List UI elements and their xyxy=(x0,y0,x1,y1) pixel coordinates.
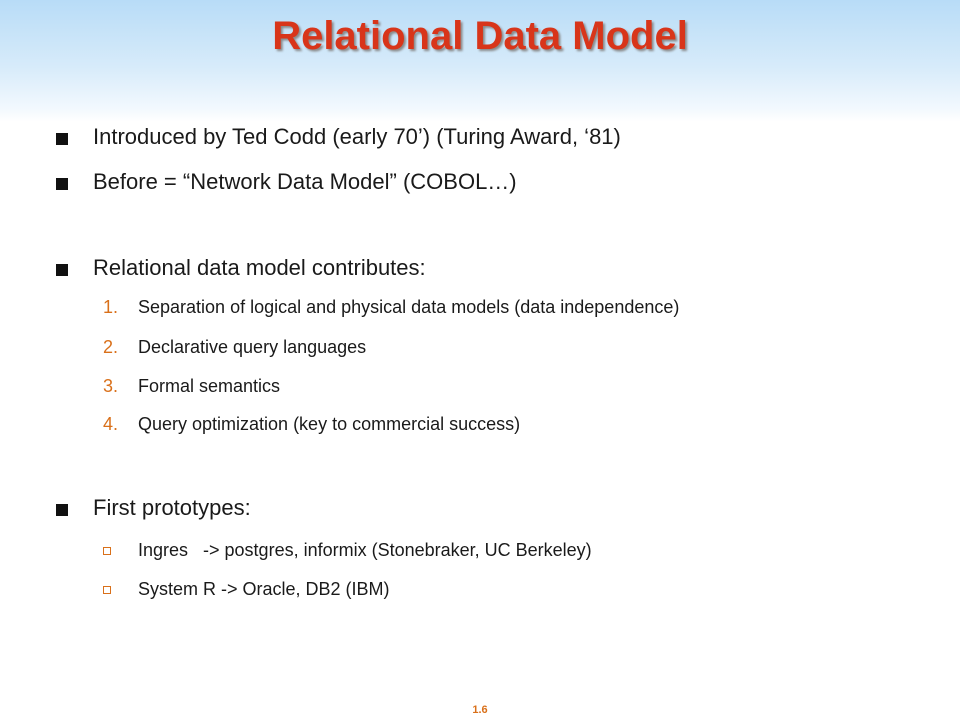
bullet-before: Before = “Network Data Model” (COBOL…) xyxy=(93,169,517,194)
prototype-item: System R -> Oracle, DB2 (IBM) xyxy=(138,579,390,599)
list-number: 3. xyxy=(103,376,119,396)
list-number: 4. xyxy=(103,414,119,434)
page-number: 1.6 xyxy=(472,704,488,716)
slide-title: Relational Data Model xyxy=(272,14,688,58)
bullet-square-icon xyxy=(56,264,68,276)
prototype-item: Ingres -> postgres, informix (Stonebraker, UC Berkeley) xyxy=(138,540,592,560)
bullet-intro: Introduced by Ted Codd (early 70’) (Turing Award, ‘81) xyxy=(93,124,621,149)
list-number: 2. xyxy=(103,337,119,357)
contribution-item: Declarative query languages xyxy=(138,337,367,357)
hollow-square-icon xyxy=(103,586,111,594)
contribution-item: Separation of logical and physical data models (data independence) xyxy=(138,297,680,317)
list-number: 1. xyxy=(103,297,119,317)
bullet-square-icon xyxy=(56,133,68,145)
bullet-prototypes: First prototypes: xyxy=(93,495,251,520)
bullet-square-icon xyxy=(56,504,68,516)
bullet-contributes: Relational data model contributes: xyxy=(93,255,426,280)
contribution-item: Query optimization (key to commercial success) xyxy=(138,414,521,434)
hollow-square-icon xyxy=(103,547,111,555)
bullet-square-icon xyxy=(56,178,68,190)
contribution-item: Formal semantics xyxy=(138,376,281,396)
